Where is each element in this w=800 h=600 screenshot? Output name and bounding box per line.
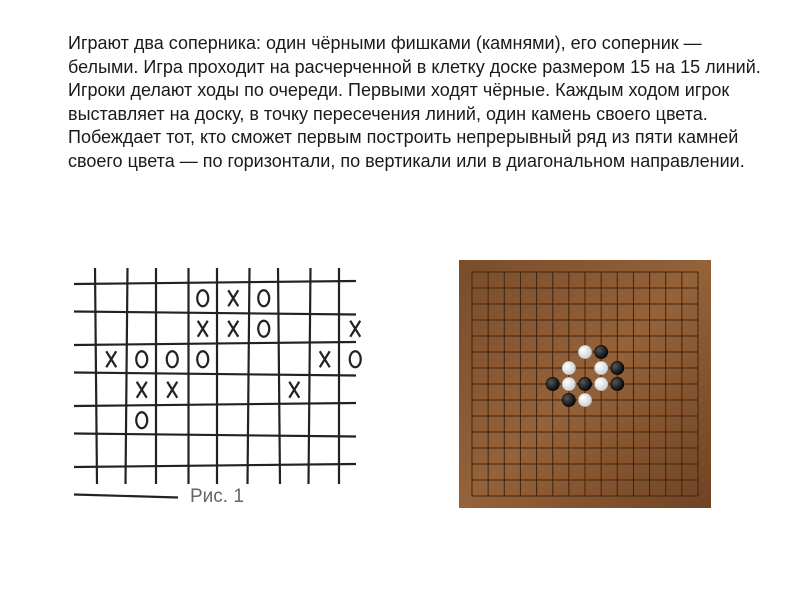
black-stone: [611, 377, 624, 390]
white-stone: [595, 361, 608, 374]
mark-o: [197, 351, 208, 367]
grid-horizontal-line: [74, 312, 356, 315]
mark-o: [136, 412, 147, 428]
white-stone: [562, 377, 575, 390]
mark-o: [197, 290, 208, 306]
grid-vertical-line: [95, 268, 97, 484]
black-stone: [546, 377, 559, 390]
white-stone: [578, 393, 591, 406]
mark-x: [198, 321, 208, 337]
figure-1-tic-tac-toe-grid: [66, 262, 366, 524]
grid-horizontal-line: [74, 373, 356, 376]
rules-text: [68, 32, 768, 173]
black-stone: [562, 393, 575, 406]
white-stone: [562, 361, 575, 374]
mark-x: [106, 351, 116, 367]
gomoku-board-photo: [459, 260, 711, 508]
grid-horizontal-line: [74, 495, 178, 498]
grid-horizontal-line: [74, 281, 356, 284]
grid-horizontal-line: [74, 342, 356, 345]
grid-vertical-line: [248, 268, 250, 484]
white-stone: [595, 377, 608, 390]
mark-o: [258, 321, 269, 337]
white-stone: [578, 345, 591, 358]
mark-o: [136, 351, 147, 367]
rules-paragraph-2: Игроки делают ходы по очереди. Первыми ходят чёрные. Каждым ходом игрок выставляет на доску, в точку пересечения линий, один камень своего цвета. Побеждает тот, кто сможет первым построить непрерывный ряд из пяти камней своего цвета — по горизонтали, по вертикали или в диагональном направлении.: [68, 80, 745, 171]
grid-horizontal-line: [74, 434, 356, 437]
mark-x: [228, 321, 238, 337]
black-stone: [611, 361, 624, 374]
mark-x: [289, 382, 299, 398]
grid-horizontal-line: [74, 403, 356, 406]
figure-1-caption: Рис. 1: [190, 486, 244, 507]
black-stone: [595, 345, 608, 358]
grid-horizontal-line: [74, 464, 356, 467]
mark-x: [350, 321, 360, 337]
grid-vertical-line: [126, 268, 128, 484]
figure-1-grid-lines: [74, 268, 366, 498]
grid-vertical-line: [278, 268, 280, 484]
mark-o: [258, 290, 269, 306]
mark-x: [228, 290, 238, 306]
gomoku-board-svg: [459, 260, 711, 508]
mark-x: [167, 382, 177, 398]
rules-paragraph-1: Играют два соперника: один чёрными фишками (камнями), его соперник — белыми. Игра проходит на расчерченной в клетку доске размером 15 на 15 линий.: [68, 33, 761, 77]
mark-x: [137, 382, 147, 398]
mark-o: [167, 351, 178, 367]
mark-x: [320, 351, 330, 367]
figure-1-marks: [106, 290, 361, 428]
black-stone: [578, 377, 591, 390]
mark-o: [350, 351, 361, 367]
figure-1-svg: [66, 262, 366, 524]
